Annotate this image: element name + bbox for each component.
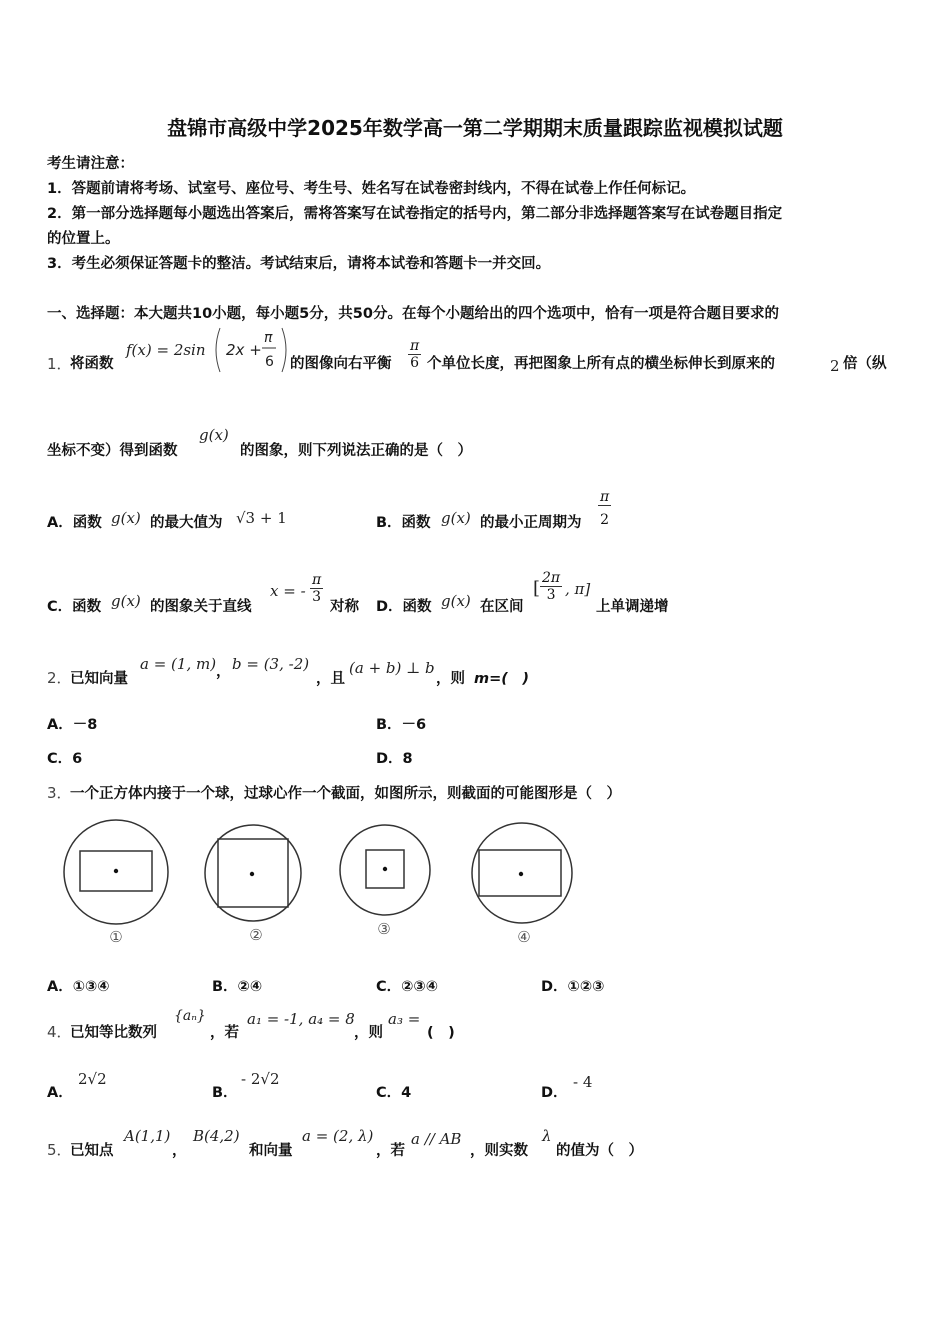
q1-b-fraction xyxy=(598,489,611,528)
q1-factor-two: 2 xyxy=(830,357,840,375)
question-number: 4． xyxy=(47,1023,72,1041)
q5-text-1: 已知点 xyxy=(70,1143,114,1159)
q4-sequence: {aₙ} xyxy=(174,1008,206,1024)
option-label: C．函数 xyxy=(47,599,102,615)
q5-comma: ， xyxy=(172,1143,187,1159)
q2-comma: ， xyxy=(216,664,231,680)
question-number: 5． xyxy=(47,1141,72,1159)
q1-shift-pi: π xyxy=(410,338,420,354)
page-title: 盘锦市高级中学2025年数学高一第二学期期末质量跟踪监视模拟试题 xyxy=(167,116,783,140)
option-label: A．函数 xyxy=(47,515,102,531)
q3-option-a[interactable]: A．①③④ xyxy=(47,979,110,995)
q4-option-c[interactable]: C．4 xyxy=(376,1085,412,1101)
q1-a-math: √3 + 1 xyxy=(236,509,287,527)
notice-item-3: 3．考生必须保证答题卡的整洁。考试结束后，请将本试卷和答题卡一并交回。 xyxy=(47,256,551,272)
q5-text-5: 的值为（ ） xyxy=(556,1143,643,1159)
fig2-label: ② xyxy=(249,926,263,944)
q4-condition: a₁ = -1, a₄ = 8 xyxy=(247,1010,355,1028)
q3-figure xyxy=(50,815,590,950)
q1-a-text: 的最大值为 xyxy=(150,515,223,531)
q2-perp: (a + b) ⊥ b xyxy=(349,659,435,677)
q1-a-gx: g(x) xyxy=(111,509,141,527)
q1-b-pi: π xyxy=(600,489,610,505)
q3-option-d[interactable]: D．①②③ xyxy=(541,979,605,995)
q5-point-a: A(1,1) xyxy=(124,1127,171,1145)
q1-function-f: f(x) = 2sin xyxy=(126,341,206,359)
notice-heading: 考生请注意： xyxy=(47,156,134,172)
q1-c-x: x = - xyxy=(270,582,306,600)
q4-text-3: ，则 xyxy=(354,1025,383,1041)
q1-paren-expression xyxy=(212,326,292,374)
q4-d-math: - 4 xyxy=(573,1073,593,1091)
q1-d-text: 在区间 xyxy=(480,599,524,615)
q1-inner: 2x + xyxy=(226,341,262,359)
q1-d-rest: , π] xyxy=(565,580,591,598)
q1-text-4: 倍（纵 xyxy=(843,356,887,372)
q2-vector-b: b = (3, -2) xyxy=(232,655,310,673)
notice-item-2: 2．第一部分选择题每小题选出答案后，需将答案写在试卷指定的括号内，第二部分非选择题答案写在试卷题目指定 xyxy=(47,206,783,222)
q1-gx: g(x) xyxy=(199,426,229,444)
question-number: 2． xyxy=(47,669,72,687)
q1-d-gx: g(x) xyxy=(441,592,471,610)
q1-text-3: 个单位长度，再把图象上所有点的横坐标伸长到原来的 xyxy=(427,356,775,372)
q4-text-1: 已知等比数列 xyxy=(70,1025,157,1041)
q5-vector-a: a = (2, λ) xyxy=(302,1127,374,1145)
q1-shift-fraction xyxy=(408,338,421,371)
q1-d-fraction xyxy=(540,570,562,603)
q2-text-1: 已知向量 xyxy=(70,671,128,687)
q1-text-1: 将函数 xyxy=(70,356,114,372)
q1-d-bracket: [ xyxy=(533,578,541,599)
q1-b-text: 的最小正周期为 xyxy=(480,515,582,531)
q3-text: 一个正方体内接于一个球，过球心作一个截面，如图所示，则截面的可能图形是（ ） xyxy=(70,786,621,802)
fig3-label: ③ xyxy=(377,920,391,938)
option-label: B． xyxy=(212,1085,238,1101)
question-number: 3． xyxy=(47,784,72,802)
q1-six: 6 xyxy=(265,354,274,370)
q5-point-b: B(4,2) xyxy=(193,1127,240,1145)
notice-item-2-cont: 的位置上。 xyxy=(47,231,120,247)
q3-option-c[interactable]: C．②③④ xyxy=(376,979,438,995)
q1-b-gx: g(x) xyxy=(441,509,471,527)
q1-d-num: 2π xyxy=(542,570,561,586)
q1-d-text-2: 上单调递增 xyxy=(596,599,669,615)
q2-option-a[interactable]: A．－8 xyxy=(47,717,98,733)
q2-text-2: ，且 xyxy=(316,671,345,687)
q1-c-pi: π xyxy=(312,572,322,588)
q1-pi: π xyxy=(264,330,273,346)
q3-option-b[interactable]: B．②④ xyxy=(212,979,263,995)
q4-ask: ( ) xyxy=(427,1025,455,1041)
q2-option-d[interactable]: D．8 xyxy=(376,751,413,767)
option-label: B．函数 xyxy=(376,515,431,531)
q4-a3: a₃ = xyxy=(388,1010,421,1028)
q1-c-den: 3 xyxy=(312,589,322,605)
q1-text-2: 的图像向右平衡 xyxy=(290,356,392,372)
q2-option-c[interactable]: C．6 xyxy=(47,751,83,767)
q4-text-2: ，若 xyxy=(210,1025,239,1041)
q1-shift-six: 6 xyxy=(410,355,420,371)
fig1-label: ① xyxy=(109,928,123,946)
q1-d-den: 3 xyxy=(546,587,556,603)
section-heading: 一、选择题：本大题共10小题，每小题5分，共50分。在每个小题给出的四个选项中，恰有一项是符合题目要求的 xyxy=(47,306,779,322)
q1-c-text-2: 对称 xyxy=(330,599,359,615)
q1-text-6: 的图象，则下列说法正确的是（ ） xyxy=(240,443,472,459)
q4-b-math: - 2√2 xyxy=(241,1070,280,1088)
q5-text-4: ，则实数 xyxy=(470,1143,528,1159)
fig4-label: ④ xyxy=(517,928,531,946)
q1-c-fraction xyxy=(310,572,323,605)
q4-a-math: 2√2 xyxy=(78,1070,107,1088)
q5-parallel: a // AB xyxy=(411,1130,462,1148)
q5-text-2: 和向量 xyxy=(249,1143,293,1159)
question-number: 1． xyxy=(47,355,72,373)
q2-ask: m=( ) xyxy=(474,671,530,687)
q5-text-3: ，若 xyxy=(376,1143,405,1159)
q5-lambda: λ xyxy=(542,1127,552,1145)
q2-vector-a: a = (1, m) xyxy=(140,655,217,673)
q2-option-b[interactable]: B．－6 xyxy=(376,717,427,733)
option-label: A． xyxy=(47,1085,73,1101)
q1-c-text: 的图象关于直线 xyxy=(150,599,252,615)
option-label: D． xyxy=(541,1085,568,1101)
q2-text-3: ，则 xyxy=(436,671,465,687)
q1-text-5: 坐标不变）得到函数 xyxy=(47,443,178,459)
q1-c-gx: g(x) xyxy=(111,592,141,610)
option-label: D．函数 xyxy=(376,599,432,615)
q1-b-den: 2 xyxy=(600,512,610,528)
notice-item-1: 1．答题前请将考场、试室号、座位号、考生号、姓名写在试卷密封线内，不得在试卷上作任何标记。 xyxy=(47,181,696,197)
